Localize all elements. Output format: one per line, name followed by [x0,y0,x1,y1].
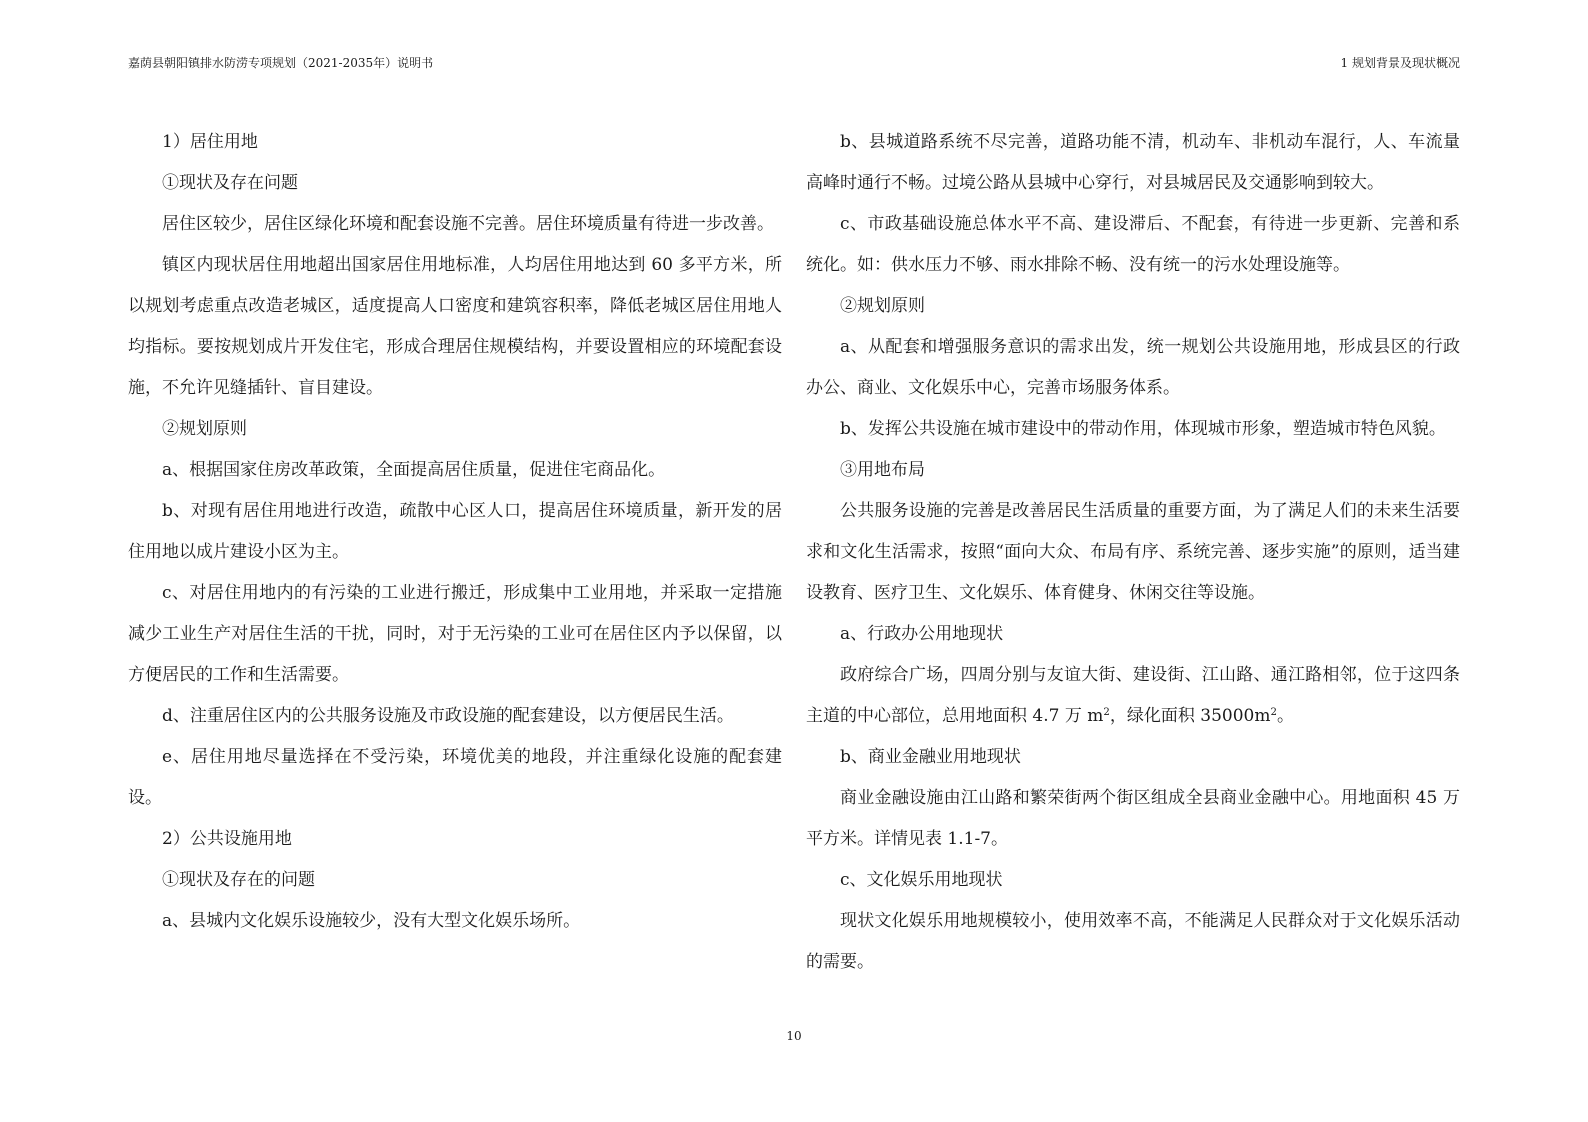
list-item: b、发挥公共设施在城市建设中的带动作用，体现城市形象，塑造城市特色风貌。 [840,419,1446,439]
subsection-heading: ②规划原则 [840,296,925,316]
subsection-heading: ③用地布局 [840,460,925,480]
list-heading: c、文化娱乐用地现状 [840,870,1003,890]
chapter-title: 1 规划背景及现状概况 [1340,56,1460,70]
list-item: a、根据国家住房改革政策，全面提高居住质量，促进住宅商品化。 [162,460,666,480]
list-item: c、市政基础设施总体水平不高、建设滞后、不配套，有待进一步更新、完善和系统化。如：供水压力不够、雨水排除不畅、没有统一的污水处理设施等。 [806,214,1460,275]
paragraph: 现状文化娱乐用地规模较小，使用效率不高，不能满足人民群众对于文化娱乐活动的需要。 [806,911,1460,972]
page-number: 10 [786,1029,802,1043]
paragraph-with-units [806,655,1460,737]
right-column [806,122,1460,983]
paragraph: 公共服务设施的完善是改善居民生活质量的重要方面，为了满足人们的未来生活要求和文化生活需求，按照“面向大众、布局有序、系统完善、逐步实施”的原则，适当建设教育、医疗卫生、文化娱乐、体育健身、休闲交往等设施。 [806,501,1460,603]
list-item: d、注重居住区内的公共服务设施及市政设施的配套建设，以方便居民生活。 [162,706,734,726]
text-run: ，绿化面积 35000m [1109,706,1271,726]
subsection-heading: ②规划原则 [162,419,247,439]
section-heading: 1）居住用地 [162,132,258,152]
list-heading: a、行政办公用地现状 [840,624,1004,644]
paragraph: 居住区较少，居住区绿化环境和配套设施不完善。居住环境质量有待进一步改善。 [162,214,774,234]
page-header [128,52,1460,74]
superscript: 2 [1103,706,1110,718]
list-item: a、县城内文化娱乐设施较少，没有大型文化娱乐场所。 [162,911,581,931]
list-heading: b、商业金融业用地现状 [840,747,1021,767]
section-heading: 2）公共设施用地 [162,829,292,849]
subsection-heading: ①现状及存在问题 [162,173,298,193]
list-item: c、对居住用地内的有污染的工业进行搬迁，形成集中工业用地，并采取一定措施减少工业生产对居住生活的干扰，同时，对于无污染的工业可在居住区内予以保留，以方便居民的工作和生活需要。 [128,583,782,685]
paragraph: 商业金融设施由江山路和繁荣街两个街区组成全县商业金融中心。用地面积 45 万平方米。详情见表 1.1-7。 [806,788,1460,849]
superscript: 2 [1270,706,1277,718]
paragraph: 镇区内现状居住用地超出国家居住用地标准，人均居住用地达到 60 多平方米，所以规划考虑重点改造老城区，适度提高人口密度和建筑容积率，降低老城区居住用地人均指标。要按规划成片开发住宅，形成合理居住规模结构，并要设置相应的环境配套设施，不允许见缝插针、盲目建设。 [128,255,782,398]
document-title: 嘉荫县朝阳镇排水防涝专项规划（2021-2035年）说明书 [128,56,434,70]
text-run: 。 [1276,706,1294,726]
left-column [128,122,782,942]
list-item: a、从配套和增强服务意识的需求出发，统一规划公共设施用地，形成县区的行政办公、商业、文化娱乐中心，完善市场服务体系。 [806,337,1460,398]
list-item: e、居住用地尽量选择在不受污染，环境优美的地段，并注重绿化设施的配套建设。 [128,747,782,808]
list-item: b、对现有居住用地进行改造，疏散中心区人口，提高居住环境质量，新开发的居住用地以成片建设小区为主。 [128,501,782,562]
text-run: 政府综合广场，四周分别与友谊大街、建设街、江山路、通江路相邻，位于这四条主道的中心部位，总用地面积 4.7 万 m [806,665,1460,726]
list-item: b、县城道路系统不尽完善，道路功能不清，机动车、非机动车混行，人、车流量高峰时通行不畅。过境公路从县城中心穿行，对县城居民及交通影响到较大。 [806,132,1460,193]
subsection-heading: ①现状及存在的问题 [162,870,315,890]
